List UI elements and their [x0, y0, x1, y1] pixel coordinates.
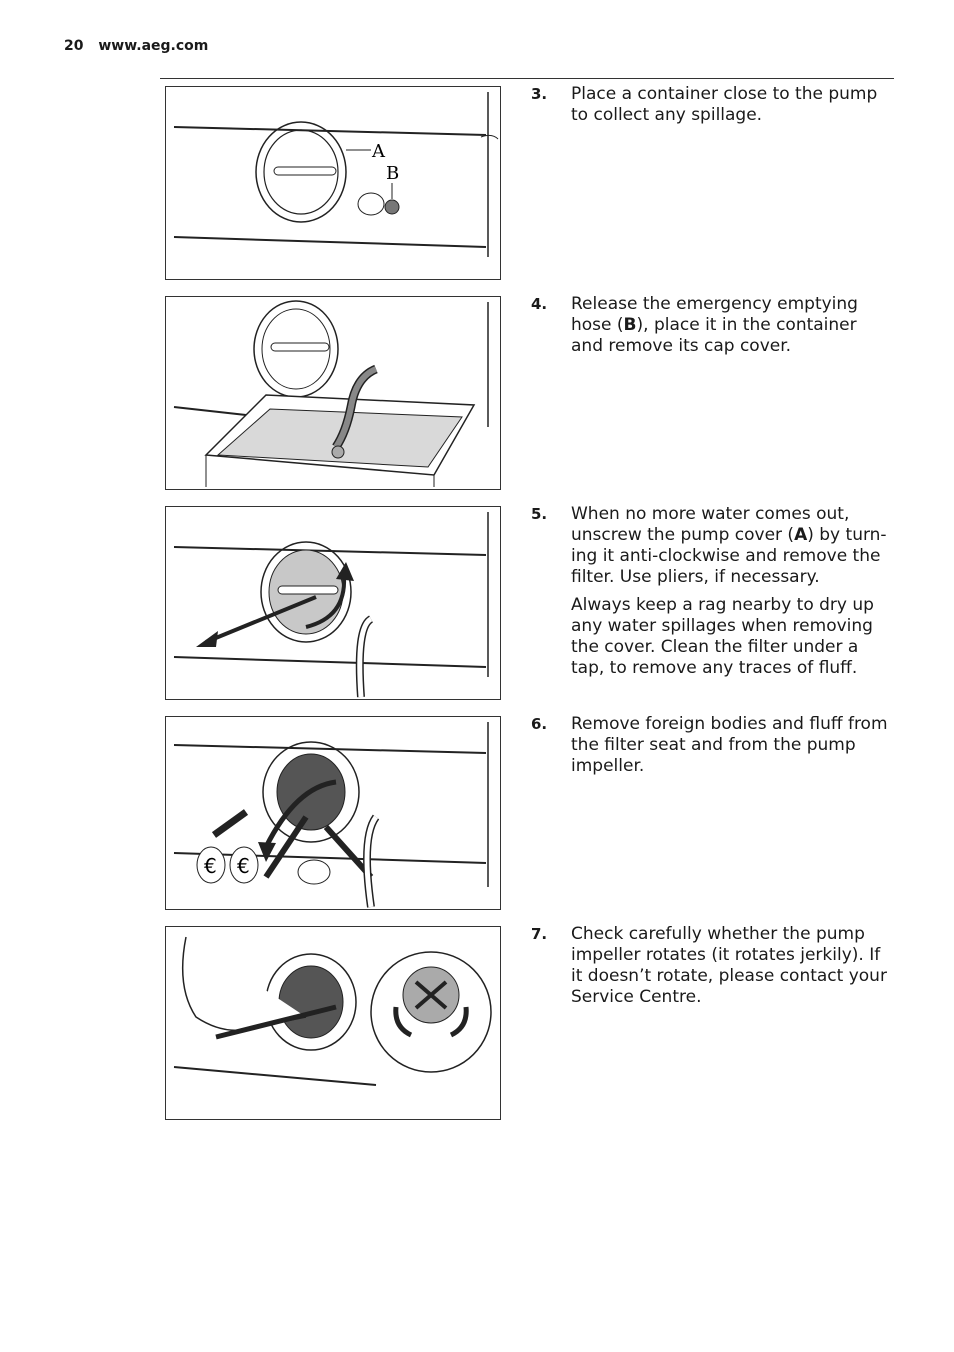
container-hose-illustration	[166, 297, 500, 489]
svg-text:€: €	[204, 854, 217, 878]
step-text: Release the emergency emptying hose (B), place it in the container and remove its cap cover.	[571, 294, 858, 356]
figure-step-6	[165, 716, 501, 910]
figure-step-5	[165, 506, 501, 700]
step-text: Remove foreign bodies and fluff from the filter seat and from the pump impeller.	[571, 714, 888, 776]
svg-text:€: €	[237, 854, 250, 878]
step-number: 6.	[531, 715, 548, 733]
step-3	[531, 84, 891, 133]
figure-step-7	[165, 926, 501, 1120]
page-header	[64, 38, 208, 54]
step-text: Check carefully whether the pump impeller rotates (it rotates jerkily). If it doesn’t rotate, please contact your Service Centre.	[571, 924, 887, 1007]
step-text: When no more water comes out, unscrew the pump cover (A) by turn-ing it anti-clockwise and remove the filter. Use pliers, if necessary.	[571, 504, 887, 587]
step-number: 3.	[531, 85, 548, 103]
step-5	[531, 504, 891, 686]
step-note: Always keep a rag nearby to dry up any water spillages when removing the cover. Clean the filter under a tap, to remove any traces of fluff.	[571, 595, 874, 678]
step-number: 5.	[531, 505, 548, 523]
check-impeller-illustration	[166, 927, 500, 1119]
figure-step-4	[165, 296, 501, 490]
pump-cover-illustration	[166, 87, 500, 279]
figure-step-3	[165, 86, 501, 280]
step-number: 7.	[531, 925, 548, 943]
remove-foreign-bodies-illustration	[166, 717, 500, 909]
unscrew-cover-illustration	[166, 507, 500, 699]
step-number: 4.	[531, 295, 548, 313]
page-number: 20	[64, 38, 84, 54]
step-6	[531, 714, 891, 784]
step-text: Place a container close to the pump to collect any spillage.	[571, 84, 878, 125]
label-a: A	[372, 141, 385, 162]
label-b: B	[386, 163, 400, 184]
step-7	[531, 924, 891, 1015]
step-4	[531, 294, 891, 364]
header-rule	[160, 78, 894, 79]
site-url: www.aeg.com	[98, 38, 209, 54]
